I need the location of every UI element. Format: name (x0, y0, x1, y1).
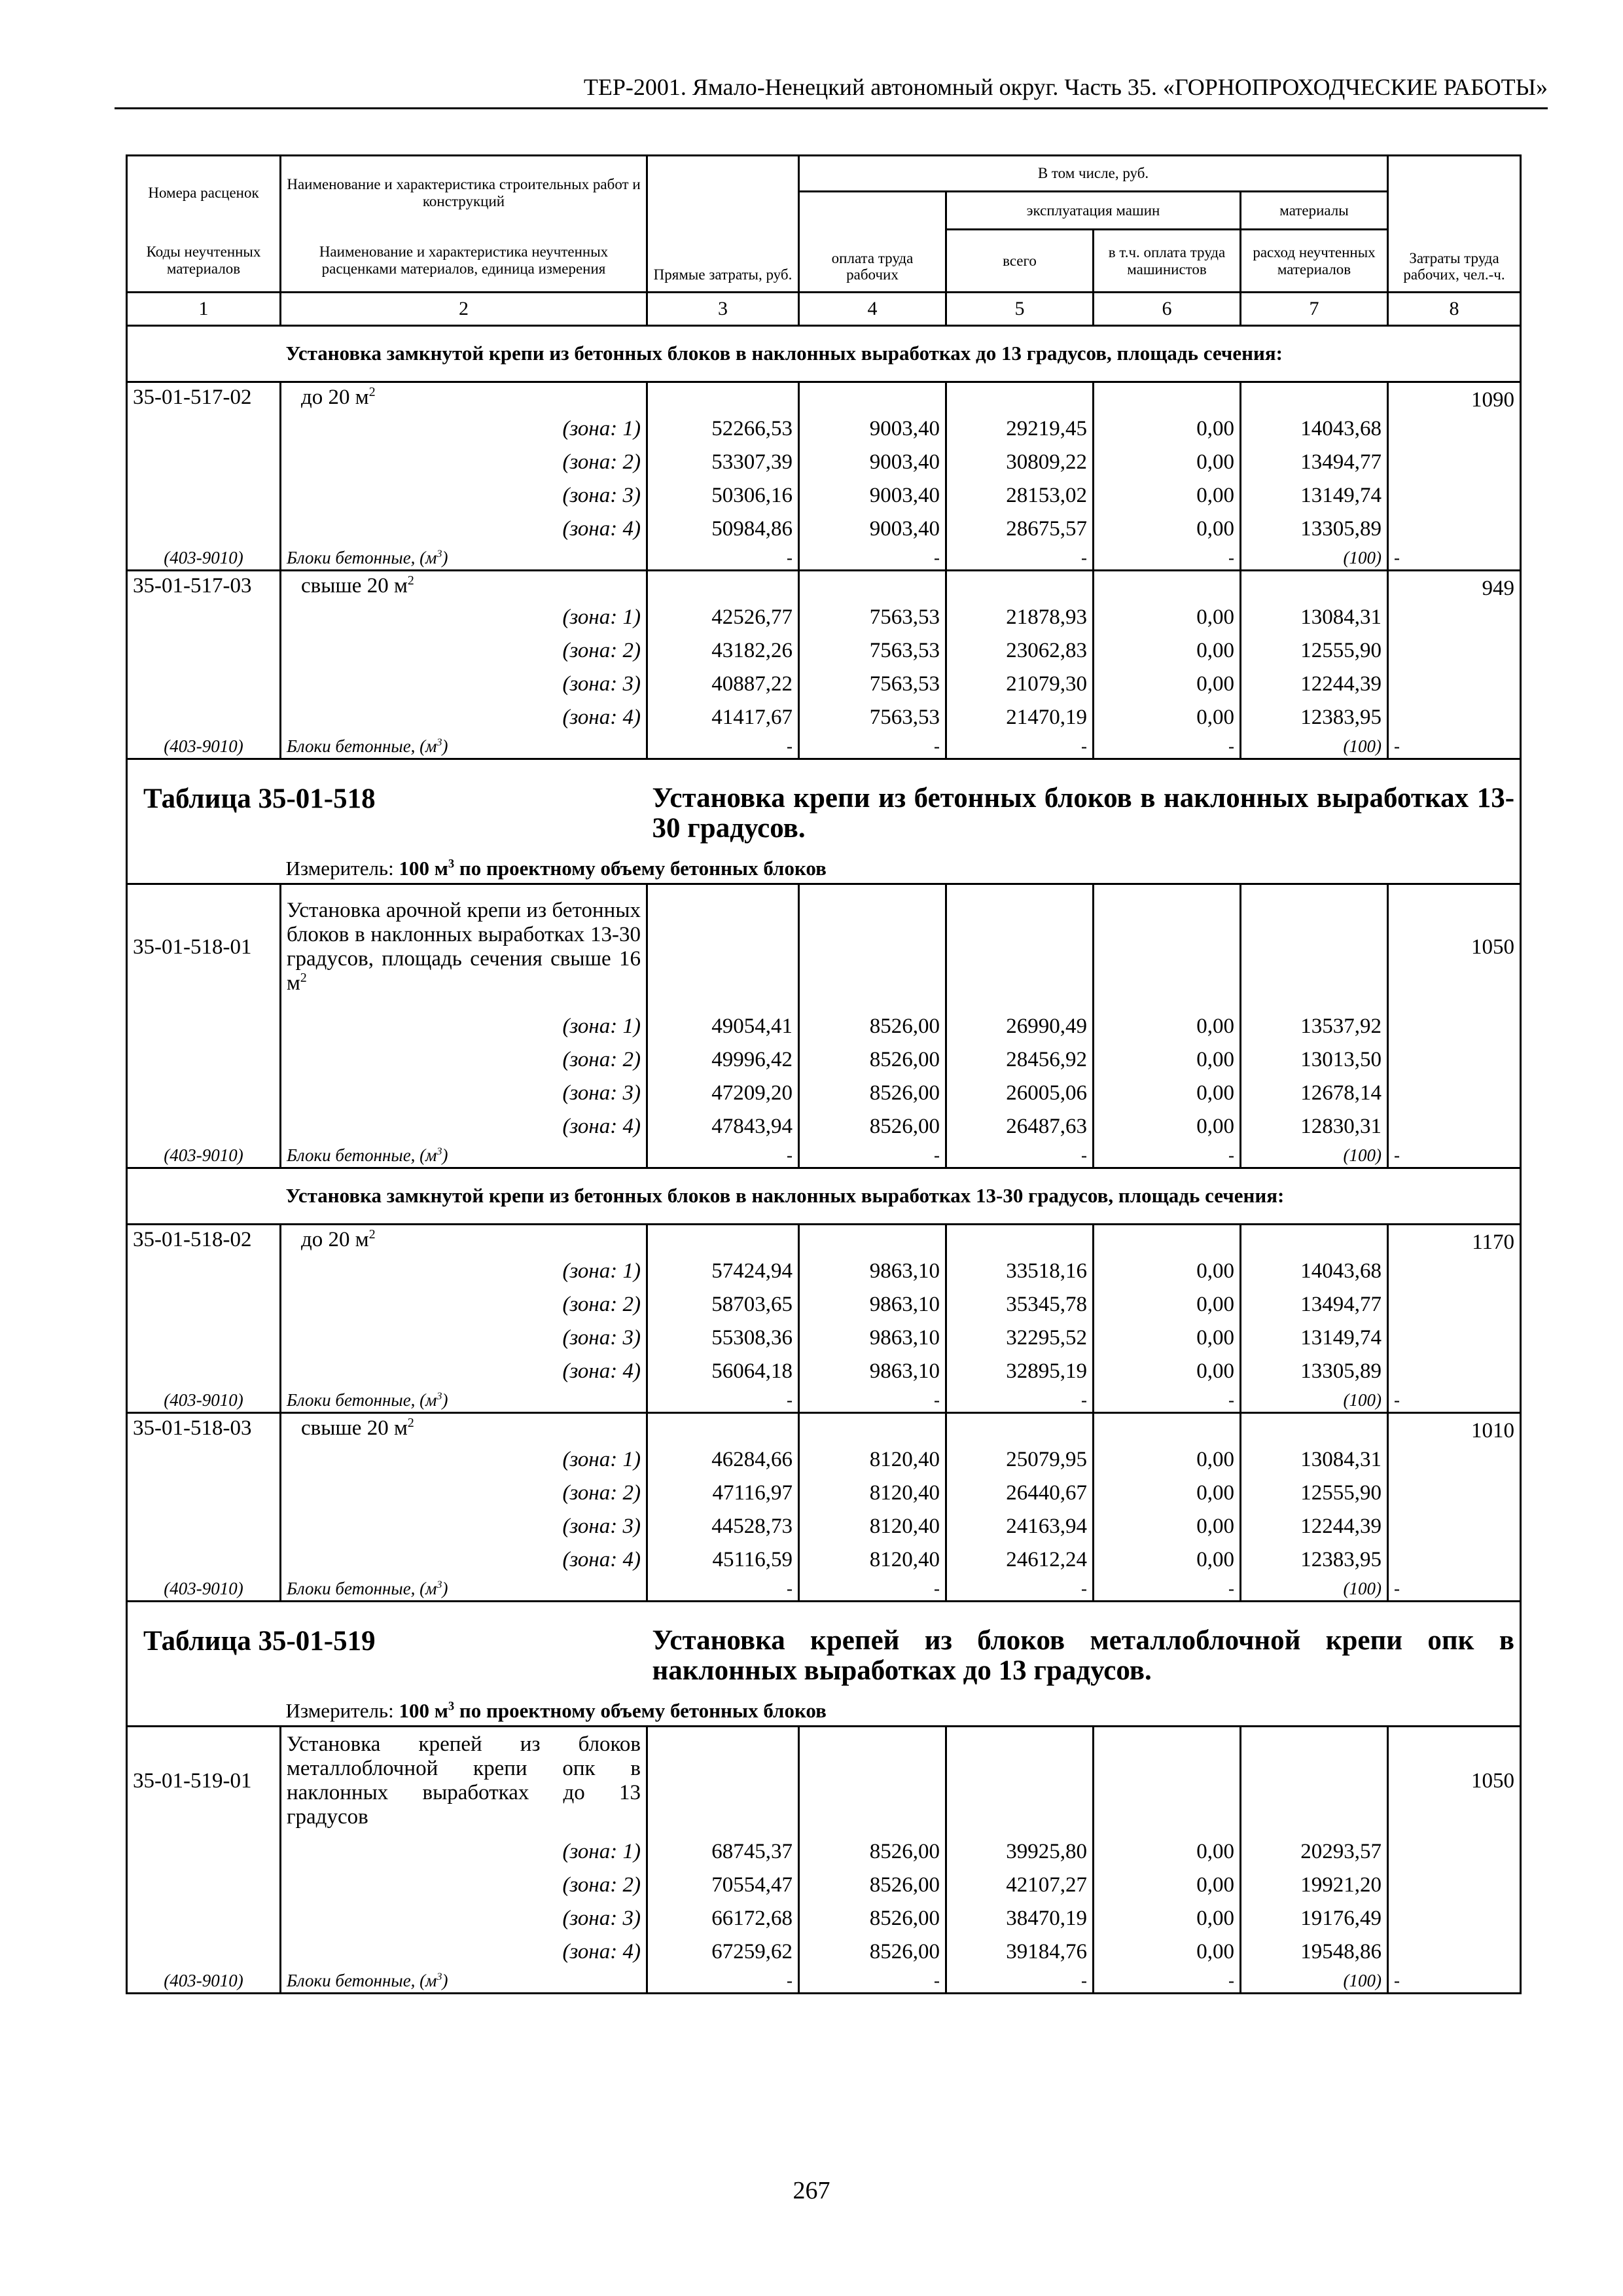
dash: - (1388, 1388, 1521, 1413)
dash: - (799, 734, 946, 759)
value-cell: 50306,16 (647, 479, 799, 512)
value-cell: 24612,24 (946, 1543, 1094, 1577)
dash: - (799, 1388, 946, 1413)
material-usage: (100) (1241, 1577, 1388, 1602)
zone-label: (зона: 4) (281, 701, 647, 734)
column-headers (127, 156, 1521, 326)
zone-label: (зона: 1) (281, 1835, 647, 1869)
value-cell: 44528,73 (647, 1510, 799, 1543)
dash: - (647, 1388, 799, 1413)
value-cell: 8526,00 (799, 1110, 946, 1143)
value-cell: 19176,49 (1241, 1902, 1388, 1935)
material-name: Блоки бетонные, $(м^3)$ (281, 734, 647, 759)
value-cell: 23062,83 (946, 634, 1094, 668)
value-cell: 9003,40 (799, 446, 946, 479)
value-cell: 7563,53 (799, 634, 946, 668)
value-cell: 32895,19 (946, 1355, 1094, 1388)
zone-row (127, 1935, 1521, 1969)
value-cell: 13013,50 (1241, 1043, 1388, 1077)
value-cell: 13305,89 (1241, 1355, 1388, 1388)
value-cell: 0,00 (1094, 1077, 1241, 1110)
material-usage: (100) (1241, 1969, 1388, 1994)
dash: - (946, 1388, 1094, 1413)
zone-row (127, 1110, 1521, 1143)
zone-row (127, 1510, 1521, 1543)
value-cell: 8526,00 (799, 1010, 946, 1043)
rate-code: 35-01-518-02 (127, 1225, 281, 1255)
zone-label: (зона: 3) (281, 1321, 647, 1355)
table-title: Установка крепи из бетонных блоков в наклонных выработках 13-30 градусов. (647, 759, 1521, 855)
value-cell: 7563,53 (799, 701, 946, 734)
value-cell: 0,00 (1094, 412, 1241, 446)
zone-label: (зона: 2) (281, 1477, 647, 1510)
header-material-name: Наименование и характеристика неучтенных расценками материалов, единица измерения (281, 230, 647, 293)
dash: - (1094, 1143, 1241, 1168)
header-machinist-wages: в т.ч. оплата труда машинистов (1094, 230, 1241, 293)
dash: - (1094, 1577, 1241, 1602)
value-cell: 26487,63 (946, 1110, 1094, 1143)
rate-name: до 20 $м^2$ (281, 382, 647, 412)
value-cell: 13494,77 (1241, 1288, 1388, 1321)
material-name: Блоки бетонные, $(м^3)$ (281, 1969, 647, 1994)
dash: - (799, 546, 946, 571)
value-cell: 24163,94 (946, 1510, 1094, 1543)
material-row (127, 1969, 1521, 1994)
measure-row (127, 855, 1521, 884)
material-name: Блоки бетонные, $(м^3)$ (281, 1388, 647, 1413)
zone-label: (зона: 3) (281, 1510, 647, 1543)
labor-cost: 1050 (1388, 1727, 1521, 1835)
table-label: Таблица 35-01-518 (127, 759, 647, 855)
material-code: (403-9010) (127, 1577, 281, 1602)
col-number: 8 (1388, 293, 1521, 326)
value-cell: 0,00 (1094, 601, 1241, 634)
value-cell: 13305,89 (1241, 512, 1388, 546)
zone-label: (зона: 1) (281, 1255, 647, 1288)
value-cell: 0,00 (1094, 1321, 1241, 1355)
value-cell: 55308,36 (647, 1321, 799, 1355)
header-machines-total: всего (946, 230, 1094, 293)
value-cell: 12555,90 (1241, 1477, 1388, 1510)
zone-label: (зона: 4) (281, 1110, 647, 1143)
zone-row (127, 412, 1521, 446)
value-cell: 0,00 (1094, 1935, 1241, 1969)
rate-code: 35-01-519-01 (127, 1727, 281, 1835)
value-cell: 30809,22 (946, 446, 1094, 479)
rate-code: 35-01-518-03 (127, 1413, 281, 1443)
measure-unit (281, 855, 1521, 884)
rate-name: свыше 20 $м^2$ (281, 571, 647, 601)
value-cell: 7563,53 (799, 601, 946, 634)
value-cell: 12383,95 (1241, 1543, 1388, 1577)
table-body (127, 326, 1521, 1994)
zone-label: (зона: 1) (281, 1443, 647, 1477)
value-cell: 8526,00 (799, 1043, 946, 1077)
material-name: Блоки бетонные, $(м^3)$ (281, 1143, 647, 1168)
value-cell: 68745,37 (647, 1835, 799, 1869)
value-cell: 25079,95 (946, 1443, 1094, 1477)
col-number: 6 (1094, 293, 1241, 326)
material-name: Блоки бетонные, $(м^3)$ (281, 1577, 647, 1602)
material-usage: (100) (1241, 1388, 1388, 1413)
value-cell: 13149,74 (1241, 479, 1388, 512)
value-cell: 28675,57 (946, 512, 1094, 546)
header-materials: материалы (1241, 192, 1388, 230)
value-cell: 0,00 (1094, 446, 1241, 479)
value-cell: 14043,68 (1241, 1255, 1388, 1288)
value-cell: 13084,31 (1241, 1443, 1388, 1477)
material-row (127, 734, 1521, 759)
zone-row (127, 1321, 1521, 1355)
value-cell: 12383,95 (1241, 701, 1388, 734)
dash: - (799, 1969, 946, 1994)
zone-label: (зона: 4) (281, 512, 647, 546)
material-row (127, 546, 1521, 571)
zone-label: (зона: 2) (281, 1288, 647, 1321)
header-wages: оплата труда рабочих (799, 192, 946, 293)
material-usage: (100) (1241, 546, 1388, 571)
value-cell: 0,00 (1094, 1288, 1241, 1321)
rate-name: Установка арочной крепи из бетонных блоков в наклонных выработках 13-30 градусов, площадь сечения свыше 16 $м^2$ (281, 884, 647, 1010)
value-cell: 47843,94 (647, 1110, 799, 1143)
value-cell: 47116,97 (647, 1477, 799, 1510)
labor-cost: 1050 (1388, 884, 1521, 1010)
zone-label: (зона: 1) (281, 412, 647, 446)
zone-row (127, 1077, 1521, 1110)
value-cell: 0,00 (1094, 1477, 1241, 1510)
dash: - (799, 1143, 946, 1168)
page-header: ТЕР-2001. Ямало-Ненецкий автономный округ. Часть 35. «ГОРНОПРОХОДЧЕСКИЕ РАБОТЫ» (115, 71, 1548, 109)
zone-label: (зона: 2) (281, 634, 647, 668)
dash: - (799, 1577, 946, 1602)
labor-cost: 1090 (1388, 382, 1521, 412)
value-cell: 8526,00 (799, 1935, 946, 1969)
value-cell: 40887,22 (647, 668, 799, 701)
dash: - (946, 1577, 1094, 1602)
section-title-row (127, 1168, 1521, 1225)
value-cell: 53307,39 (647, 446, 799, 479)
value-cell: 52266,53 (647, 412, 799, 446)
zone-label: (зона: 4) (281, 1355, 647, 1388)
dash: - (1094, 734, 1241, 759)
dash: - (647, 1969, 799, 1994)
zone-row (127, 601, 1521, 634)
dash: - (946, 546, 1094, 571)
unit-sup: 2 (407, 1415, 414, 1430)
rate-row (127, 1413, 1521, 1443)
value-cell: 0,00 (1094, 512, 1241, 546)
value-cell: 13494,77 (1241, 446, 1388, 479)
zone-row (127, 1543, 1521, 1577)
zone-label: (зона: 3) (281, 668, 647, 701)
measure-unit-sup: 3 (448, 857, 455, 871)
value-cell: 12830,31 (1241, 1110, 1388, 1143)
material-code: (403-9010) (127, 546, 281, 571)
zone-row (127, 1043, 1521, 1077)
zone-label: (зона: 2) (281, 446, 647, 479)
value-cell: 9863,10 (799, 1321, 946, 1355)
value-cell: 0,00 (1094, 1510, 1241, 1543)
zone-row (127, 668, 1521, 701)
value-cell: 0,00 (1094, 1835, 1241, 1869)
value-cell: 0,00 (1094, 701, 1241, 734)
unit-sup: 2 (407, 573, 414, 588)
rate-name: Установка крепей из блоков металлоблочной крепи опк в наклонных выработках до 13 градусов (281, 1727, 647, 1835)
dash: - (946, 1143, 1094, 1168)
material-usage: (100) (1241, 1143, 1388, 1168)
value-cell: 0,00 (1094, 1869, 1241, 1902)
material-code: (403-9010) (127, 1143, 281, 1168)
value-cell: 8526,00 (799, 1077, 946, 1110)
value-cell: 70554,47 (647, 1869, 799, 1902)
value-cell: 9003,40 (799, 412, 946, 446)
header-name: Наименование и характеристика строительных работ и конструкций (281, 156, 647, 230)
value-cell: 19548,86 (1241, 1935, 1388, 1969)
dash: - (647, 734, 799, 759)
value-cell: 9863,10 (799, 1355, 946, 1388)
measure-unit-sup: 3 (448, 1699, 455, 1713)
dash: - (946, 734, 1094, 759)
header-direct-cost: Прямые затраты, руб. (647, 156, 799, 293)
measure-value: 100 м (399, 1698, 448, 1722)
material-usage: (100) (1241, 734, 1388, 759)
rate-row (127, 1225, 1521, 1255)
measure-row (127, 1697, 1521, 1727)
value-cell: 9863,10 (799, 1288, 946, 1321)
value-cell: 46284,66 (647, 1443, 799, 1477)
value-cell: 58703,65 (647, 1288, 799, 1321)
header-material-code: Коды неучтенных материалов (127, 230, 281, 293)
value-cell: 13537,92 (1241, 1010, 1388, 1043)
value-cell: 42107,27 (946, 1869, 1094, 1902)
value-cell: 35345,78 (946, 1288, 1094, 1321)
zone-row (127, 1443, 1521, 1477)
zone-row (127, 701, 1521, 734)
value-cell: 21079,30 (946, 668, 1094, 701)
value-cell: 41417,67 (647, 701, 799, 734)
value-cell: 9003,40 (799, 479, 946, 512)
value-cell: 66172,68 (647, 1902, 799, 1935)
value-cell: 21470,19 (946, 701, 1094, 734)
value-cell: 0,00 (1094, 1110, 1241, 1143)
zone-row (127, 1255, 1521, 1288)
material-code: (403-9010) (127, 1388, 281, 1413)
value-cell: 67259,62 (647, 1935, 799, 1969)
zone-label: (зона: 3) (281, 1902, 647, 1935)
header-material-usage: расход неучтенных материалов (1241, 230, 1388, 293)
value-cell: 49996,42 (647, 1043, 799, 1077)
measure-prefix: Измеритель: (285, 1698, 399, 1722)
value-cell: 21878,93 (946, 601, 1094, 634)
value-cell: 29219,45 (946, 412, 1094, 446)
material-row (127, 1143, 1521, 1168)
zone-row (127, 1835, 1521, 1869)
header-labor: Затраты труда рабочих, чел.-ч. (1388, 156, 1521, 293)
labor-cost: 1170 (1388, 1225, 1521, 1255)
value-cell: 20293,57 (1241, 1835, 1388, 1869)
value-cell: 0,00 (1094, 1902, 1241, 1935)
value-cell: 9003,40 (799, 512, 946, 546)
material-name: Блоки бетонные, $(м^3)$ (281, 546, 647, 571)
value-cell: 0,00 (1094, 1543, 1241, 1577)
value-cell: 0,00 (1094, 634, 1241, 668)
measure-suffix: по проектному объему бетонных блоков (454, 1698, 827, 1722)
rate-code: 35-01-518-01 (127, 884, 281, 1010)
value-cell: 12555,90 (1241, 634, 1388, 668)
material-row (127, 1388, 1521, 1413)
col-number: 2 (281, 293, 647, 326)
value-cell: 39184,76 (946, 1935, 1094, 1969)
zone-row (127, 1869, 1521, 1902)
unit-sup: 2 (368, 1227, 376, 1242)
zone-label: (зона: 1) (281, 601, 647, 634)
value-cell: 8120,40 (799, 1510, 946, 1543)
header-code: Номера расценок (127, 156, 281, 230)
zone-label: (зона: 2) (281, 1043, 647, 1077)
header-incl: В том числе, руб. (799, 156, 1388, 192)
zone-row (127, 512, 1521, 546)
col-number: 1 (127, 293, 281, 326)
value-cell: 49054,41 (647, 1010, 799, 1043)
zone-row (127, 1477, 1521, 1510)
value-cell: 0,00 (1094, 1255, 1241, 1288)
zone-label: (зона: 3) (281, 479, 647, 512)
value-cell: 47209,20 (647, 1077, 799, 1110)
value-cell: 9863,10 (799, 1255, 946, 1288)
section-title: Установка замкнутой крепи из бетонных блоков в наклонных выработках до 13 градусов, площадь сечения: (281, 326, 1521, 382)
rate-code: 35-01-517-02 (127, 382, 281, 412)
col-number: 5 (946, 293, 1094, 326)
rate-row (127, 571, 1521, 601)
value-cell: 0,00 (1094, 668, 1241, 701)
value-cell: 7563,53 (799, 668, 946, 701)
table-label: Таблица 35-01-519 (127, 1602, 647, 1697)
dash: - (1388, 1969, 1521, 1994)
table-heading-row (127, 1602, 1521, 1697)
unit-sup: 2 (300, 971, 307, 986)
value-cell: 14043,68 (1241, 412, 1388, 446)
zone-row (127, 479, 1521, 512)
value-cell: 0,00 (1094, 1010, 1241, 1043)
value-cell: 50984,86 (647, 512, 799, 546)
zone-row (127, 1288, 1521, 1321)
zone-row (127, 1010, 1521, 1043)
dash: - (1388, 1577, 1521, 1602)
value-cell: 8120,40 (799, 1477, 946, 1510)
zone-row (127, 1355, 1521, 1388)
value-cell: 26990,49 (946, 1010, 1094, 1043)
measure-value: 100 м (399, 856, 448, 880)
value-cell: 13084,31 (1241, 601, 1388, 634)
dash: - (1388, 1143, 1521, 1168)
section-title: Установка замкнутой крепи из бетонных блоков в наклонных выработках 13-30 градусов, площадь сечения: (281, 1168, 1521, 1225)
material-code: (403-9010) (127, 1969, 281, 1994)
page-number: 267 (793, 2177, 830, 2204)
dash: - (1094, 546, 1241, 571)
value-cell: 26440,67 (946, 1477, 1094, 1510)
zone-row (127, 634, 1521, 668)
labor-cost: 1010 (1388, 1413, 1521, 1443)
value-cell: 13149,74 (1241, 1321, 1388, 1355)
value-cell: 32295,52 (946, 1321, 1094, 1355)
dash: - (1388, 546, 1521, 571)
value-cell: 8526,00 (799, 1902, 946, 1935)
material-row (127, 1577, 1521, 1602)
value-cell: 38470,19 (946, 1902, 1094, 1935)
value-cell: 43182,26 (647, 634, 799, 668)
value-cell: 33518,16 (946, 1255, 1094, 1288)
value-cell: 8526,00 (799, 1835, 946, 1869)
measure-suffix: по проектному объему бетонных блоков (454, 856, 827, 880)
value-cell: 12678,14 (1241, 1077, 1388, 1110)
zone-label: (зона: 4) (281, 1543, 647, 1577)
dash: - (1388, 734, 1521, 759)
zone-label: (зона: 3) (281, 1077, 647, 1110)
section-title-row (127, 326, 1521, 382)
zone-label: (зона: 1) (281, 1010, 647, 1043)
value-cell: 56064,18 (647, 1355, 799, 1388)
dash: - (946, 1969, 1094, 1994)
table-title: Установка крепей из блоков металлоблочной крепи опк в наклонных выработках до 13 градусов. (647, 1602, 1521, 1697)
value-cell: 12244,39 (1241, 668, 1388, 701)
value-cell: 0,00 (1094, 1355, 1241, 1388)
dash: - (1094, 1969, 1241, 1994)
dash: - (1094, 1388, 1241, 1413)
value-cell: 8120,40 (799, 1543, 946, 1577)
rate-row (127, 884, 1521, 1010)
rates-table (126, 154, 1522, 1994)
value-cell: 45116,59 (647, 1543, 799, 1577)
zone-row (127, 446, 1521, 479)
measure-prefix: Измеритель: (285, 856, 399, 880)
col-number: 7 (1241, 293, 1388, 326)
zone-label: (зона: 4) (281, 1935, 647, 1969)
value-cell: 39925,80 (946, 1835, 1094, 1869)
rate-code: 35-01-517-03 (127, 571, 281, 601)
table-heading-row (127, 759, 1521, 855)
material-code: (403-9010) (127, 734, 281, 759)
value-cell: 26005,06 (946, 1077, 1094, 1110)
labor-cost: 949 (1388, 571, 1521, 601)
value-cell: 12244,39 (1241, 1510, 1388, 1543)
value-cell: 0,00 (1094, 479, 1241, 512)
dash: - (647, 1577, 799, 1602)
header-machines: эксплуатация машин (946, 192, 1241, 230)
dash: - (647, 546, 799, 571)
value-cell: 8120,40 (799, 1443, 946, 1477)
rate-name: свыше 20 $м^2$ (281, 1413, 647, 1443)
value-cell: 19921,20 (1241, 1869, 1388, 1902)
rate-name: до 20 $м^2$ (281, 1225, 647, 1255)
col-number: 4 (799, 293, 946, 326)
zone-label: (зона: 2) (281, 1869, 647, 1902)
dash: - (647, 1143, 799, 1168)
value-cell: 28153,02 (946, 479, 1094, 512)
unit-sup: 2 (368, 384, 376, 399)
zone-row (127, 1902, 1521, 1935)
rate-row (127, 1727, 1521, 1835)
value-cell: 57424,94 (647, 1255, 799, 1288)
value-cell: 0,00 (1094, 1043, 1241, 1077)
col-number: 3 (647, 293, 799, 326)
measure-unit (281, 1697, 1521, 1727)
rate-row (127, 382, 1521, 412)
value-cell: 42526,77 (647, 601, 799, 634)
value-cell: 0,00 (1094, 1443, 1241, 1477)
value-cell: 28456,92 (946, 1043, 1094, 1077)
value-cell: 8526,00 (799, 1869, 946, 1902)
